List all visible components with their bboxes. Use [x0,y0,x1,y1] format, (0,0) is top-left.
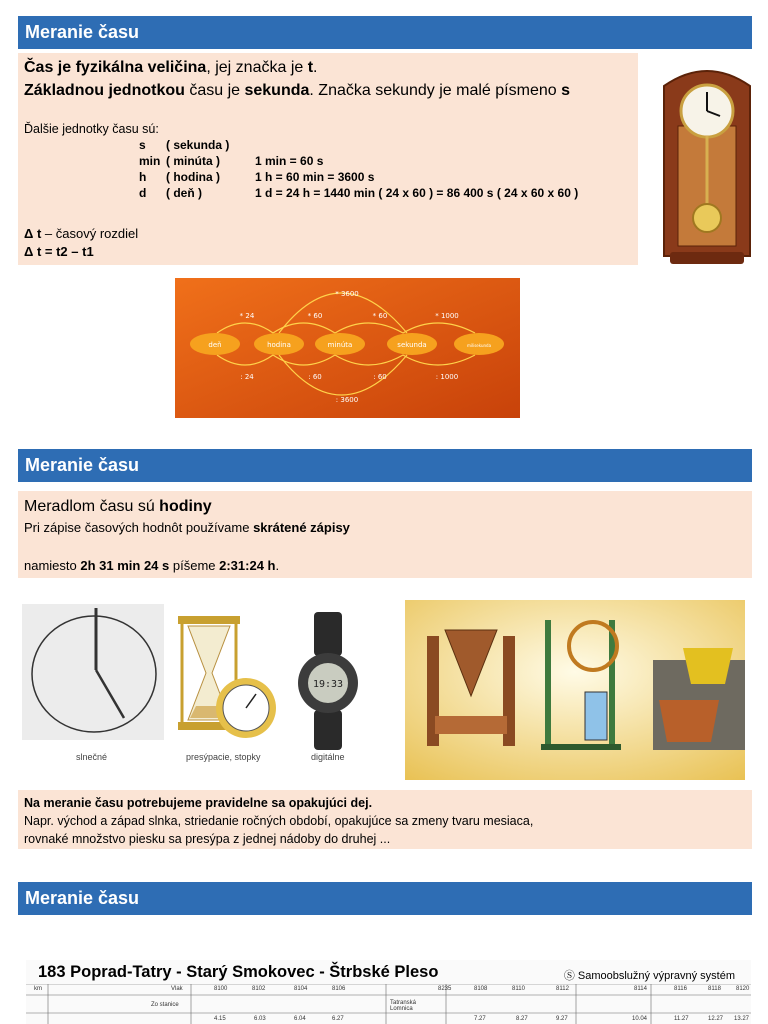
train-number: 8112 [556,986,569,992]
sundial-icon [22,604,164,740]
node-label: sekunda [397,341,427,349]
train-number: 8100 [214,986,228,992]
self-service-icon: Ⓢ [563,970,575,982]
text: Pri zápise časových hodnôt používame [24,520,254,535]
timetable-system-note [564,967,735,983]
train-timetable [26,960,751,1024]
short-notation-term: skrátené zápisy [253,520,350,535]
text: píšeme [169,558,220,573]
unit-symbol: min [139,154,161,168]
node-label: hodina [267,341,291,349]
divide-label: : 60 [373,373,387,381]
departure-time: 6.27 [332,1016,344,1022]
text: namiesto [24,558,81,573]
departure-time: 9.27 [556,1016,568,1022]
node-label: minúta [327,341,353,349]
clock-measure-panel [18,491,752,578]
text: . Značka sekundy je malé písmeno [309,82,562,99]
train-number: 8106 [332,986,346,992]
measure-line-2 [24,520,350,536]
train-number: 8102 [252,986,266,992]
unit-name: ( minúta ) [166,154,220,168]
divide-label: : 24 [240,373,254,381]
text: . [275,558,280,573]
departure-time: 10.04 [632,1016,648,1022]
unit-conversion-diagram [175,278,520,418]
departure-time: 4.15 [214,1016,226,1022]
text: , jej značka je [206,59,308,76]
base-unit-term: Základnou jednotkou [24,82,185,99]
train-number: 8118 [708,986,721,992]
section-title-1: Meranie času [18,16,752,49]
watch-display: 19:33 [312,679,344,690]
train-number: 8104 [294,986,308,992]
clocks-term: hodiny [159,498,212,515]
km-header: km [34,986,42,992]
measure-line-3 [24,558,279,574]
repeating-event-heading: Na meranie času potrebujeme pravidelne sa opakujúci dej. [24,796,373,810]
section-title-3: Meranie času [18,882,752,915]
multiply-label: * 1000 [435,312,459,320]
water-clocks-image [405,600,745,780]
text: – časový rozdiel [41,226,139,241]
caption-hourglass: presýpacie, stopky [186,752,261,762]
multiply-label: * 60 [372,312,388,320]
delta-formula: Δ t = t2 – t1 [24,244,94,259]
text: . [313,59,318,76]
repeating-event-examples-2: rovnaké množstvo piesku sa presýpa z jednej nádoby do druhej ... [24,832,391,846]
train-number: 8120 [736,986,750,992]
symbol-t: t [307,59,314,76]
divide-label: : 60 [308,373,322,381]
system-note-text: Samoobslužný výpravný systém [577,970,735,982]
departure-time: 12.27 [708,1016,724,1022]
text: Meradlom času sú [24,498,160,515]
definition-line-1 [24,57,318,79]
train-number: 8235 [438,986,452,992]
unit-symbol: s [139,138,146,152]
departure-time: 13.27 [734,1016,750,1022]
station-note: Tatranská Lomnica [390,1000,417,1012]
caption-digital: digitálne [311,752,345,762]
repeating-event-examples: Napr. východ a západ slnka, striedanie ročných období, opakujúce sa zmeny tvaru mesiaca, [24,814,534,828]
departure-time: 8.27 [516,1016,528,1022]
departure-time: 11.27 [674,1016,689,1022]
big-divide-label: : 3600 [335,396,359,404]
unit-name: ( hodina ) [166,170,220,184]
units-table [18,138,638,202]
multiply-label: * 60 [307,312,323,320]
departure-time: 7.27 [474,1016,486,1022]
train-number: 8108 [474,986,488,992]
other-units-label: Ďalšie jednotky času sú: [24,122,159,136]
section-title-2: Meranie času [18,449,752,482]
unit-conversion: 1 min = 60 s [255,154,324,168]
from-station-header: Zo stanice [151,1002,179,1008]
multiply-label: * 24 [239,312,255,320]
unit-conversion: 1 d = 24 h = 1440 min ( 24 x 60 ) = 86 400 s ( 24 x 60 x 60 ) [255,186,579,200]
long-form: 2h 31 min 24 s [80,558,170,573]
train-number: 8116 [674,986,687,992]
quantity-term: Čas je fyzikálna veličina [24,59,207,76]
measure-line-1 [24,496,212,518]
second-term: sekunda [244,82,310,99]
clock-types-image [20,598,392,778]
repeating-event-panel [18,790,752,849]
train-header: Vlak [171,986,183,992]
water-clock-3-icon [653,648,745,750]
unit-name: ( sekunda ) [166,138,230,152]
delta-symbol: Δ t [24,226,42,241]
pendulum-clock-image [652,56,762,276]
node-label: deň [208,341,222,349]
definition-line-2 [24,80,570,102]
unit-name: ( deň ) [166,186,202,200]
symbol-s: s [561,82,570,99]
departure-time: 6.04 [294,1016,306,1022]
definition-panel [18,53,638,265]
caption-sundial: slnečné [76,752,108,762]
unit-symbol: d [139,186,147,200]
node-label: milisekunda [466,343,492,348]
train-number: 8110 [512,986,525,992]
big-multiply-label: * 3600 [335,290,359,298]
departure-time: 6.03 [254,1016,266,1022]
train-number: 8114 [634,986,647,992]
delta-line [24,226,138,242]
text: času je [184,82,245,99]
unit-symbol: h [139,170,147,184]
timetable-title: 183 Poprad-Tatry - Starý Smokovec - Štrbské Pleso [38,963,439,981]
divide-label: : 1000 [435,373,459,381]
short-form: 2:31:24 h [219,558,276,573]
unit-conversion: 1 h = 60 min = 3600 s [255,170,375,184]
